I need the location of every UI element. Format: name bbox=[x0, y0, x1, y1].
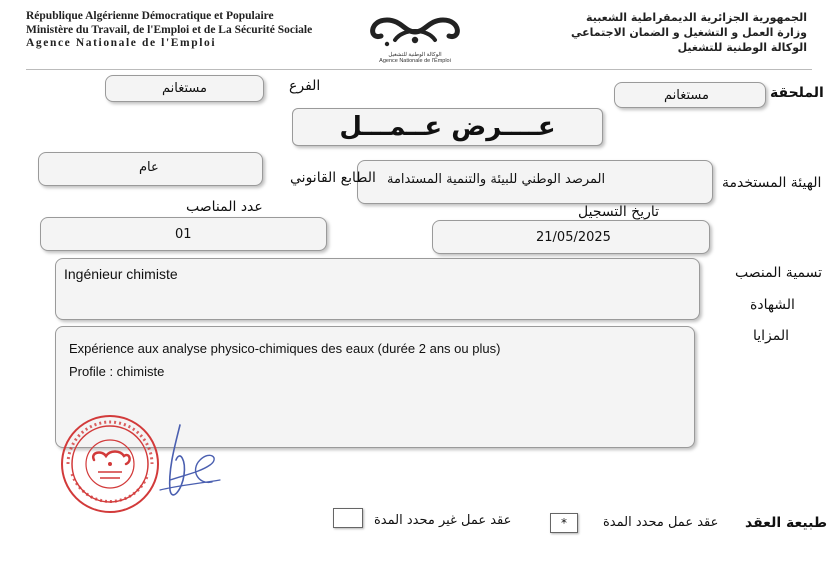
header-divider bbox=[26, 69, 812, 70]
header-fr-republic: République Algérienne Démocratique et Populaire bbox=[26, 10, 274, 22]
branch-label: الفرع bbox=[289, 78, 321, 94]
agency-stamp-icon bbox=[58, 412, 162, 516]
legal-status-value: عام bbox=[139, 160, 159, 175]
branch-value: مستغانم bbox=[162, 81, 207, 96]
header-ar-republic: الجمهورية الجزائرية الديمقراطية الشعبية bbox=[586, 11, 807, 24]
header-french bbox=[26, 10, 312, 51]
position-name-value: Ingénieur chimiste bbox=[64, 266, 178, 282]
fixed-term-checkbox[interactable]: * bbox=[550, 513, 578, 533]
signature-icon bbox=[150, 420, 230, 510]
employer-value: المرصد الوطني للبيئة والتنمية المستدامة bbox=[387, 172, 606, 187]
registration-date-label: تاريخ التسجيل bbox=[578, 204, 660, 220]
annex-label: الملحقة bbox=[770, 85, 824, 101]
fixed-term-label: عقد عمل محدد المدة bbox=[603, 515, 719, 530]
header-ar-agency: الوكالة الوطنية للتشغيل bbox=[677, 41, 807, 54]
positions-count-value: 01 bbox=[175, 227, 192, 242]
header-arabic bbox=[571, 10, 807, 55]
positions-count-label: عدد المناصب bbox=[186, 199, 263, 215]
certificate-label: الشهادة bbox=[750, 297, 795, 313]
legal-status-label: الطابع القانوني bbox=[290, 170, 376, 186]
registration-date-value: 21/05/2025 bbox=[536, 230, 611, 245]
employer-label: الهيئة المستخدمة bbox=[722, 175, 822, 191]
offer-title: عــــرض عــمـــل bbox=[339, 112, 556, 142]
details-line-profile: Profile : chimiste bbox=[69, 364, 165, 379]
details-line-experience: Expérience aux analyse physico-chimiques des eaux (durée 2 ans ou plus) bbox=[69, 341, 501, 356]
annex-value: مستغانم bbox=[664, 88, 709, 103]
indefinite-term-checkbox[interactable] bbox=[333, 508, 363, 528]
header-fr-agency: Agence Nationale de l'Emploi bbox=[26, 37, 217, 49]
indefinite-term-label: عقد عمل غير محدد المدة bbox=[374, 513, 512, 528]
position-name-label: تسمية المنصب bbox=[735, 265, 823, 281]
logo-caption-ar: الوكالة الوطنية للتشغيل bbox=[388, 52, 442, 58]
contract-type-label: طبيعة العقد bbox=[745, 515, 828, 531]
advantages-label: المزايا bbox=[753, 328, 790, 344]
logo-caption-fr: Agence Nationale de l'Emploi bbox=[379, 58, 451, 64]
header-ar-ministry: وزارة العمل و التشغيل و الضمان الاجتماعي bbox=[571, 26, 807, 39]
logo-caption bbox=[350, 52, 480, 64]
header-fr-ministry: Ministère du Travail, de l'Emploi et de La Sécurité Sociale bbox=[26, 23, 313, 36]
